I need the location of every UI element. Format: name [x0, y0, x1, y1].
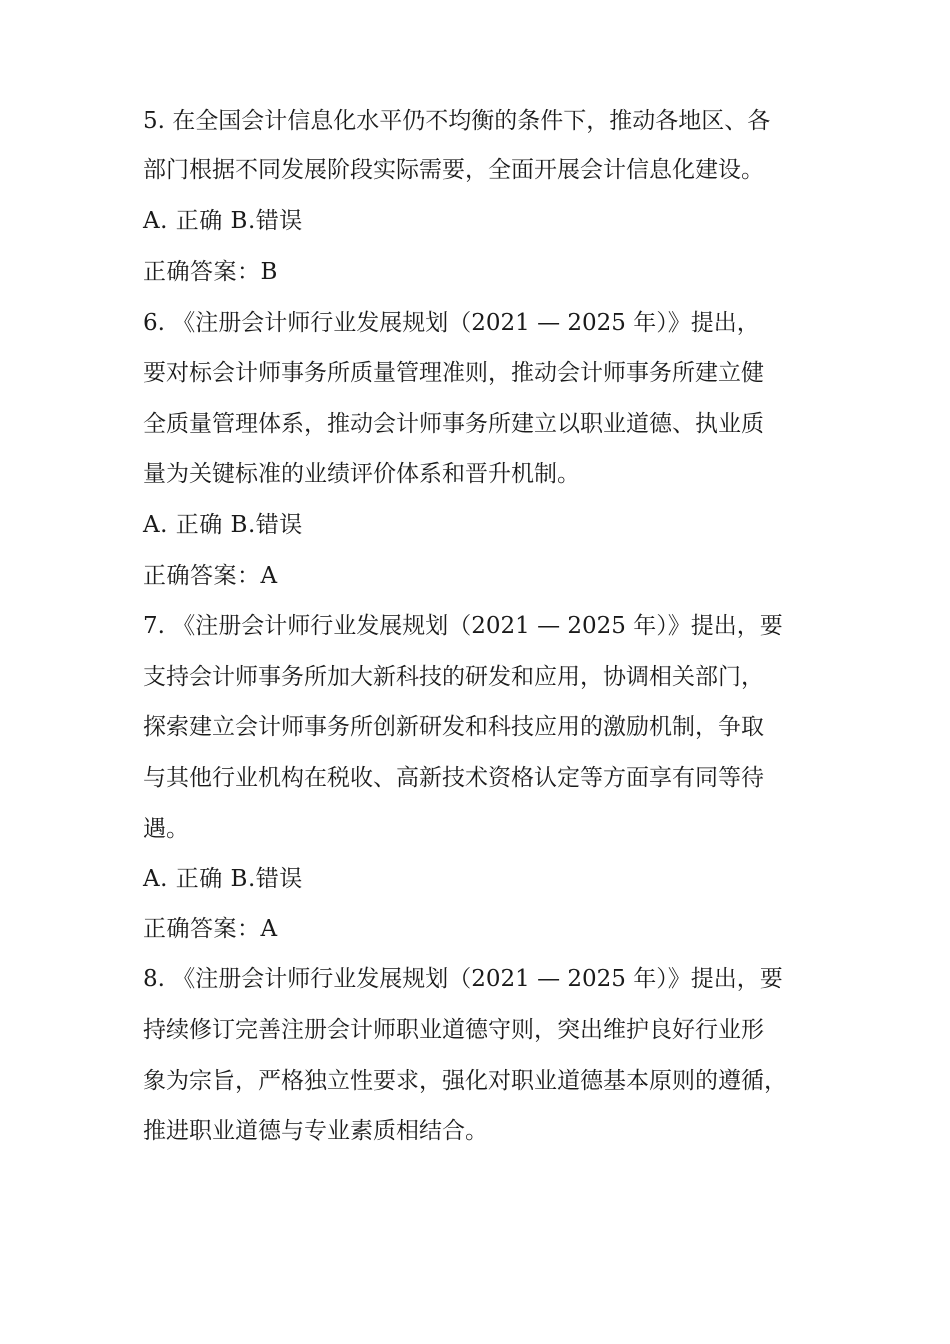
question-6-answer: 正确答案：A [143, 563, 278, 589]
question-7-answer: 正确答案：A [143, 916, 278, 942]
question-6-line-3: 全质量管理体系，推动会计师事务所建立以职业道德、执业质 [143, 411, 764, 437]
question-7-line-5: 遇。 [143, 816, 189, 842]
question-5-options: A. 正确 B.错误 [143, 208, 303, 234]
question-6-options: A. 正确 B.错误 [143, 512, 303, 538]
question-7-options: A. 正确 B.错误 [143, 866, 303, 892]
question-6-line-4: 量为关键标准的业绩评价体系和晋升机制。 [143, 461, 580, 487]
question-5-line-1: 5. 在全国会计信息化水平仍不均衡的条件下，推动各地区、各 [143, 108, 771, 134]
question-8-line-3: 象为宗旨，严格独立性要求，强化对职业道德基本原则的遵循， [143, 1068, 787, 1094]
question-7-line-4: 与其他行业机构在税收、高新技术资格认定等方面享有同等待 [143, 765, 764, 791]
question-7-line-2: 支持会计师事务所加大新科技的研发和应用，协调相关部门， [143, 664, 764, 690]
question-8-line-4: 推进职业道德与专业素质相结合。 [143, 1118, 488, 1144]
question-8-line-2: 持续修订完善注册会计师职业道德守则，突出维护良好行业形 [143, 1017, 764, 1043]
question-8-line-1: 8. 《注册会计师行业发展规划（2021 — 2025 年）》提出，要 [143, 966, 783, 992]
question-7-line-3: 探索建立会计师事务所创新研发和科技应用的激励机制，争取 [143, 714, 764, 740]
question-6-line-2: 要对标会计师事务所质量管理准则，推动会计师事务所建立健 [143, 360, 764, 386]
question-6-line-1: 6. 《注册会计师行业发展规划（2021 — 2025 年）》提出， [143, 310, 760, 336]
question-7-line-1: 7. 《注册会计师行业发展规划（2021 — 2025 年）》提出，要 [143, 613, 783, 639]
question-5-answer: 正确答案：B [143, 259, 278, 285]
question-5-line-2: 部门根据不同发展阶段实际需要，全面开展会计信息化建设。 [143, 157, 764, 183]
